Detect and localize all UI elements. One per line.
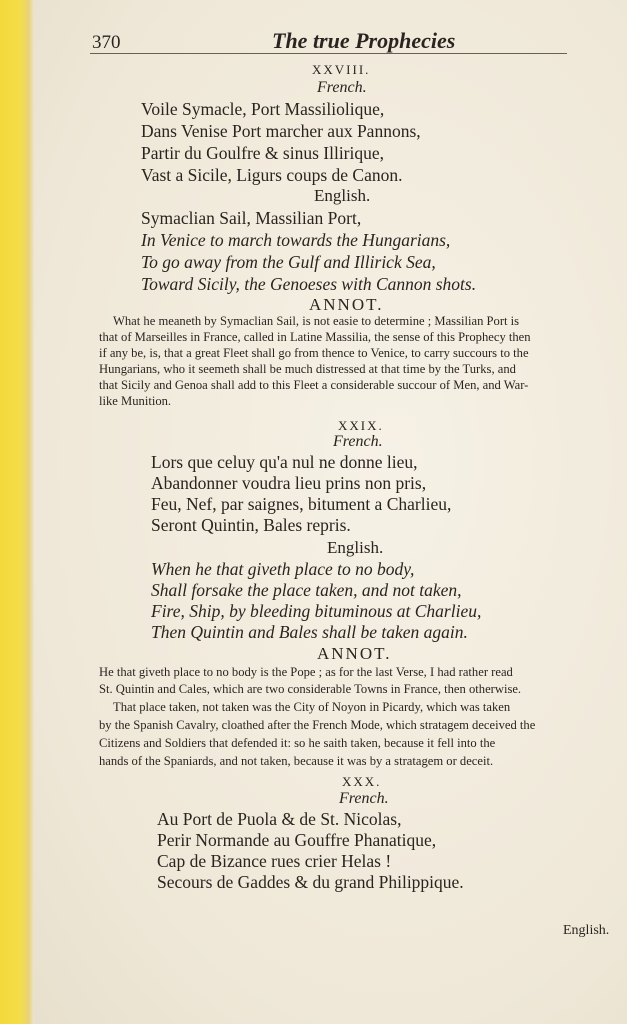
french-verse-line: Seront Quintin, Bales repris. — [151, 515, 351, 535]
french-verse-line: Feu, Nef, par saignes, bitument a Charlieu, — [151, 494, 452, 514]
annotation-line: like Munition. — [99, 394, 172, 408]
english-verse-line: Then Quintin and Bales shall be taken again. — [151, 622, 468, 642]
french-label: French. — [333, 433, 383, 450]
section-number: XXIX. — [338, 418, 384, 433]
english-label: English. — [327, 538, 384, 557]
annotation-line: Hungarians, who it seemeth shall be much distressed at that time by the Turks, and — [99, 362, 516, 376]
french-verse-line: Cap de Bizance rues crier Helas ! — [157, 851, 392, 871]
annotation-line: if any be, is, that a great Fleet shall go from thence to Venice, to carry succours to the — [99, 346, 529, 360]
french-verse-line: Vast a Sicile, Ligurs coups de Canon. — [141, 165, 403, 185]
english-verse-line: Toward Sicily, the Genoeses with Cannon shots. — [141, 274, 477, 294]
french-verse-line: Perir Normande au Gouffre Phanatique, — [157, 830, 437, 850]
annotation-line: that of Marseilles in France, called in Latine Massilia, the sense of this Prophecy then — [99, 330, 531, 344]
english-verse-line: Symaclian Sail, Massilian Port, — [141, 208, 362, 228]
annotation-line: that Sicily and Genoa shall add to this Fleet a considerable succour of Men, and War- — [99, 378, 529, 392]
annotation-line: That place taken, not taken was the City of Noyon in Picardy, which was taken — [113, 700, 511, 714]
french-verse-line: Abandonner voudra lieu prins non pris, — [151, 473, 427, 493]
english-verse-line: To go away from the Gulf and Illirick Sea, — [141, 252, 436, 272]
english-verse-line: When he that giveth place to no body, — [151, 559, 415, 579]
catchword: English. — [563, 923, 610, 938]
section-number: XXVIII. — [312, 62, 371, 77]
english-verse-line: Fire, Ship, by bleeding bituminous at Charlieu, — [151, 601, 482, 621]
annotation-line: hands of the Spaniards, and not taken, because it was by a stratagem or deceit. — [99, 754, 494, 768]
annotation-line: St. Quintin and Cales, which are two considerable Towns in France, then otherwise. — [99, 682, 522, 696]
english-verse-line: In Venice to march towards the Hungarians, — [141, 230, 451, 250]
french-label: French. — [317, 79, 367, 96]
french-verse-line: Au Port de Puola & de St. Nicolas, — [157, 809, 402, 829]
english-verse-line: Shall forsake the place taken, and not taken, — [151, 580, 462, 600]
french-verse-line: Lors que celuy qu'a nul ne donne lieu, — [151, 452, 418, 472]
page-number: 370 — [92, 32, 121, 53]
running-head: The true Prophecies — [272, 28, 456, 53]
annotation-line: He that giveth place to no body is the Pope ; as for the last Verse, I had rather read — [99, 665, 513, 679]
french-verse-line: Secours de Gaddes & du grand Philippique. — [157, 872, 464, 892]
section-number: XXX. — [342, 774, 382, 789]
annot-heading: ANNOT. — [317, 644, 392, 663]
french-verse-line: Voile Symacle, Port Massiliolique, — [141, 99, 385, 119]
annotation-line: What he meaneth by Symaclian Sail, is not easie to determine ; Massilian Port is — [113, 314, 520, 328]
english-label: English. — [314, 186, 371, 205]
french-verse-line: Partir du Goulfre & sinus Illirique, — [141, 143, 385, 163]
french-label: French. — [339, 790, 389, 807]
annot-heading: ANNOT. — [309, 295, 384, 314]
french-verse-line: Dans Venise Port marcher aux Pannons, — [141, 121, 421, 141]
annotation-line: Citizens and Soldiers that defended it: so he saith taken, because it fell into the — [99, 736, 496, 750]
annotation-line: by the Spanish Cavalry, cloathed after the French Mode, which stratagem deceived the — [99, 718, 536, 732]
